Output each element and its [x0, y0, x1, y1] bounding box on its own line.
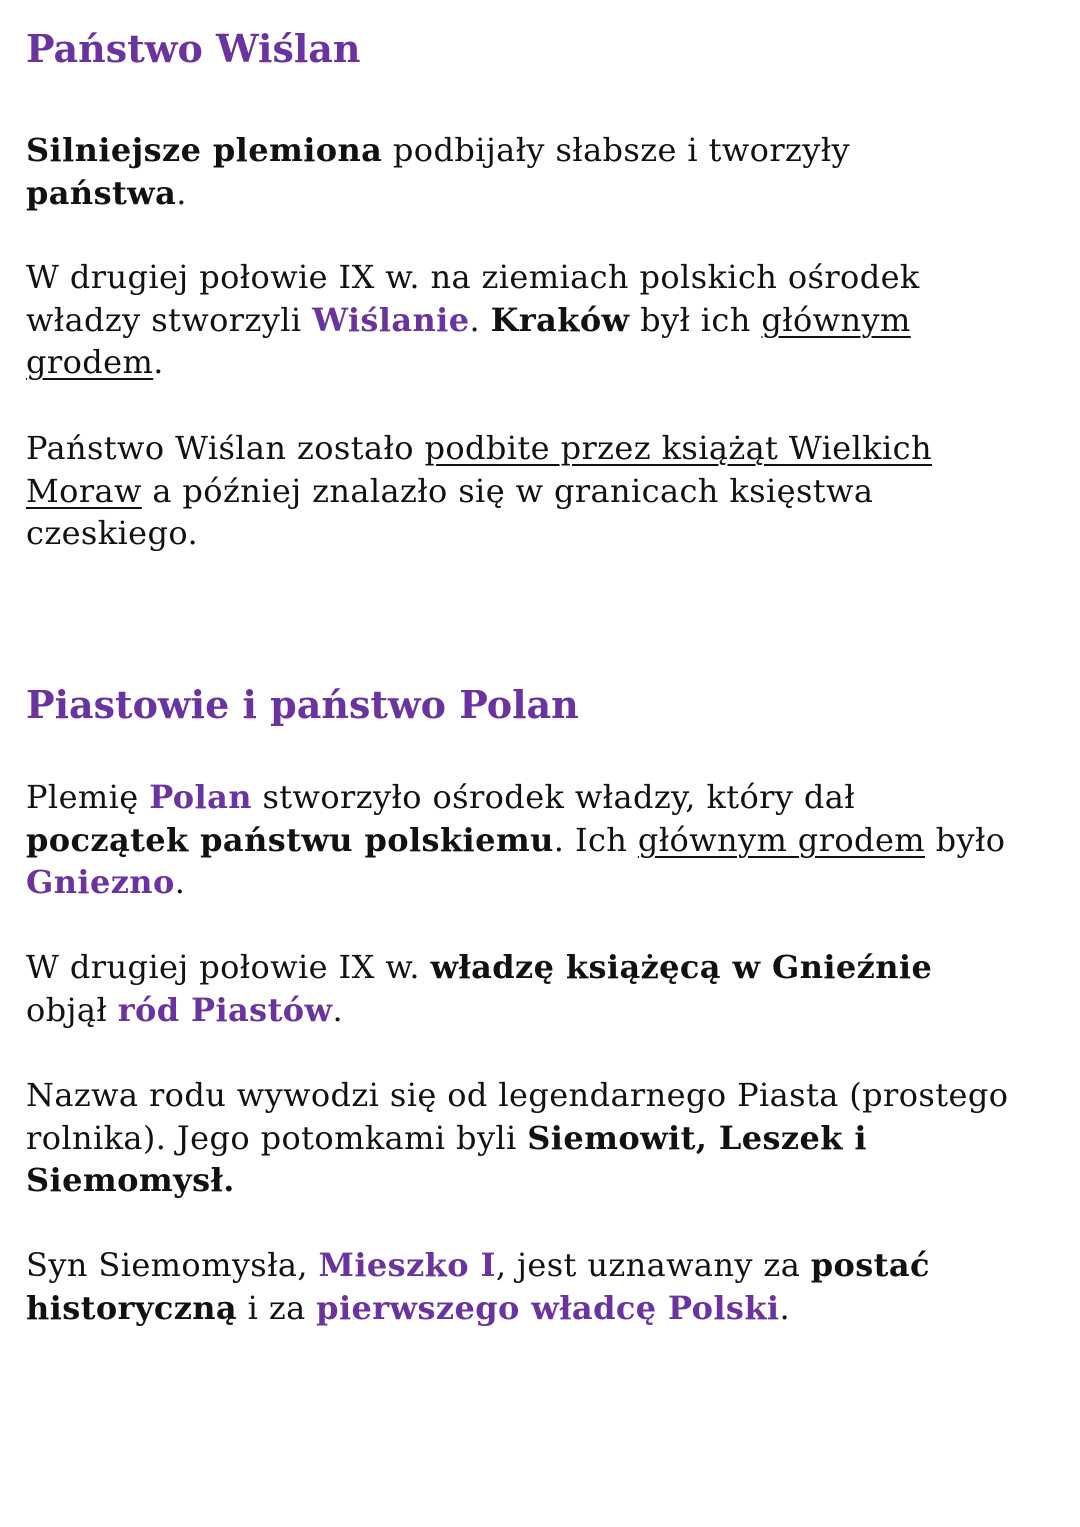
text-run: Państwo Wiślan zostało — [26, 429, 425, 467]
text-run: . Ich — [553, 820, 638, 859]
text-run: podbijały słabsze i tworzyły — [382, 131, 851, 169]
text-run: Nazwa rodu wywodzi się od legendarnego Piasta (prostego — [26, 1076, 1009, 1114]
highlight-term: Mieszko I — [318, 1246, 496, 1284]
underlined-term: głównym grodem — [637, 820, 926, 859]
highlight-term: Gniezno — [26, 863, 175, 901]
text-run: był ich — [629, 300, 762, 339]
underlined-term: głównym — [761, 300, 911, 339]
underlined-term: podbite przez książąt Wielkich — [424, 429, 932, 467]
text-run: . — [779, 1288, 791, 1327]
text-run: . — [469, 300, 491, 339]
bold-term: Kraków — [490, 300, 630, 339]
paragraph-legendary-piast — [26, 1074, 1008, 1202]
text-run: . — [153, 343, 164, 381]
text-run: , jest uznawany za — [495, 1246, 811, 1284]
text-run: stworzyło ośrodek władzy, który dał — [251, 778, 856, 816]
bold-term: postać — [810, 1246, 930, 1284]
text-run: W drugiej połowie IX w. na ziemiach polskich ośrodek — [26, 258, 920, 296]
underlined-term: Moraw — [26, 471, 142, 510]
section-title-wislanie: Państwo Wiślan — [26, 26, 361, 71]
paragraph-polan-tribe — [26, 776, 1005, 904]
paragraph-strong-tribes — [26, 129, 850, 214]
text-run: władzy stworzyli — [26, 300, 313, 339]
bold-term: Siemomysł. — [26, 1161, 235, 1199]
bold-term: początek państwu polskiemu — [26, 820, 554, 859]
bold-term: władzę książęcą w Gnieźnie — [430, 948, 933, 986]
text-run: i za — [237, 1288, 317, 1327]
bold-term: historyczną — [26, 1288, 238, 1327]
bold-term: Silniejsze plemiona — [26, 131, 383, 169]
text-run: . — [332, 990, 344, 1029]
text-run: W drugiej połowie IX w. — [26, 948, 431, 986]
text-run: a później znalazło się w granicach księstwa — [141, 471, 874, 510]
text-run: . — [174, 863, 186, 901]
paragraph-piast-dynasty — [26, 946, 932, 1031]
text-run: Syn Siemomysła, — [26, 1246, 319, 1284]
text-run: rolnika). Jego potomkami byli — [26, 1118, 528, 1157]
underlined-term: grodem — [26, 343, 154, 381]
highlight-term: pierwszego władcę Polski — [316, 1288, 780, 1327]
text-run: czeskiego. — [26, 514, 199, 552]
highlight-term: Polan — [149, 778, 252, 816]
highlight-term: ród Piastów — [117, 990, 333, 1029]
paragraph-mieszko — [26, 1244, 930, 1329]
text-run: Plemię — [26, 778, 150, 816]
text-run: . — [176, 173, 187, 212]
bold-term: państwa — [26, 173, 177, 212]
paragraph-wislanie-power — [26, 256, 920, 384]
highlight-term: Wiślanie — [312, 300, 470, 339]
paragraph-wislanie-conquest — [26, 427, 932, 555]
section-title-piastowie: Piastowie i państwo Polan — [26, 682, 579, 727]
text-run: było — [925, 820, 1006, 859]
bold-term: Siemowit, Leszek i — [527, 1118, 867, 1157]
text-run: objął — [26, 990, 118, 1029]
